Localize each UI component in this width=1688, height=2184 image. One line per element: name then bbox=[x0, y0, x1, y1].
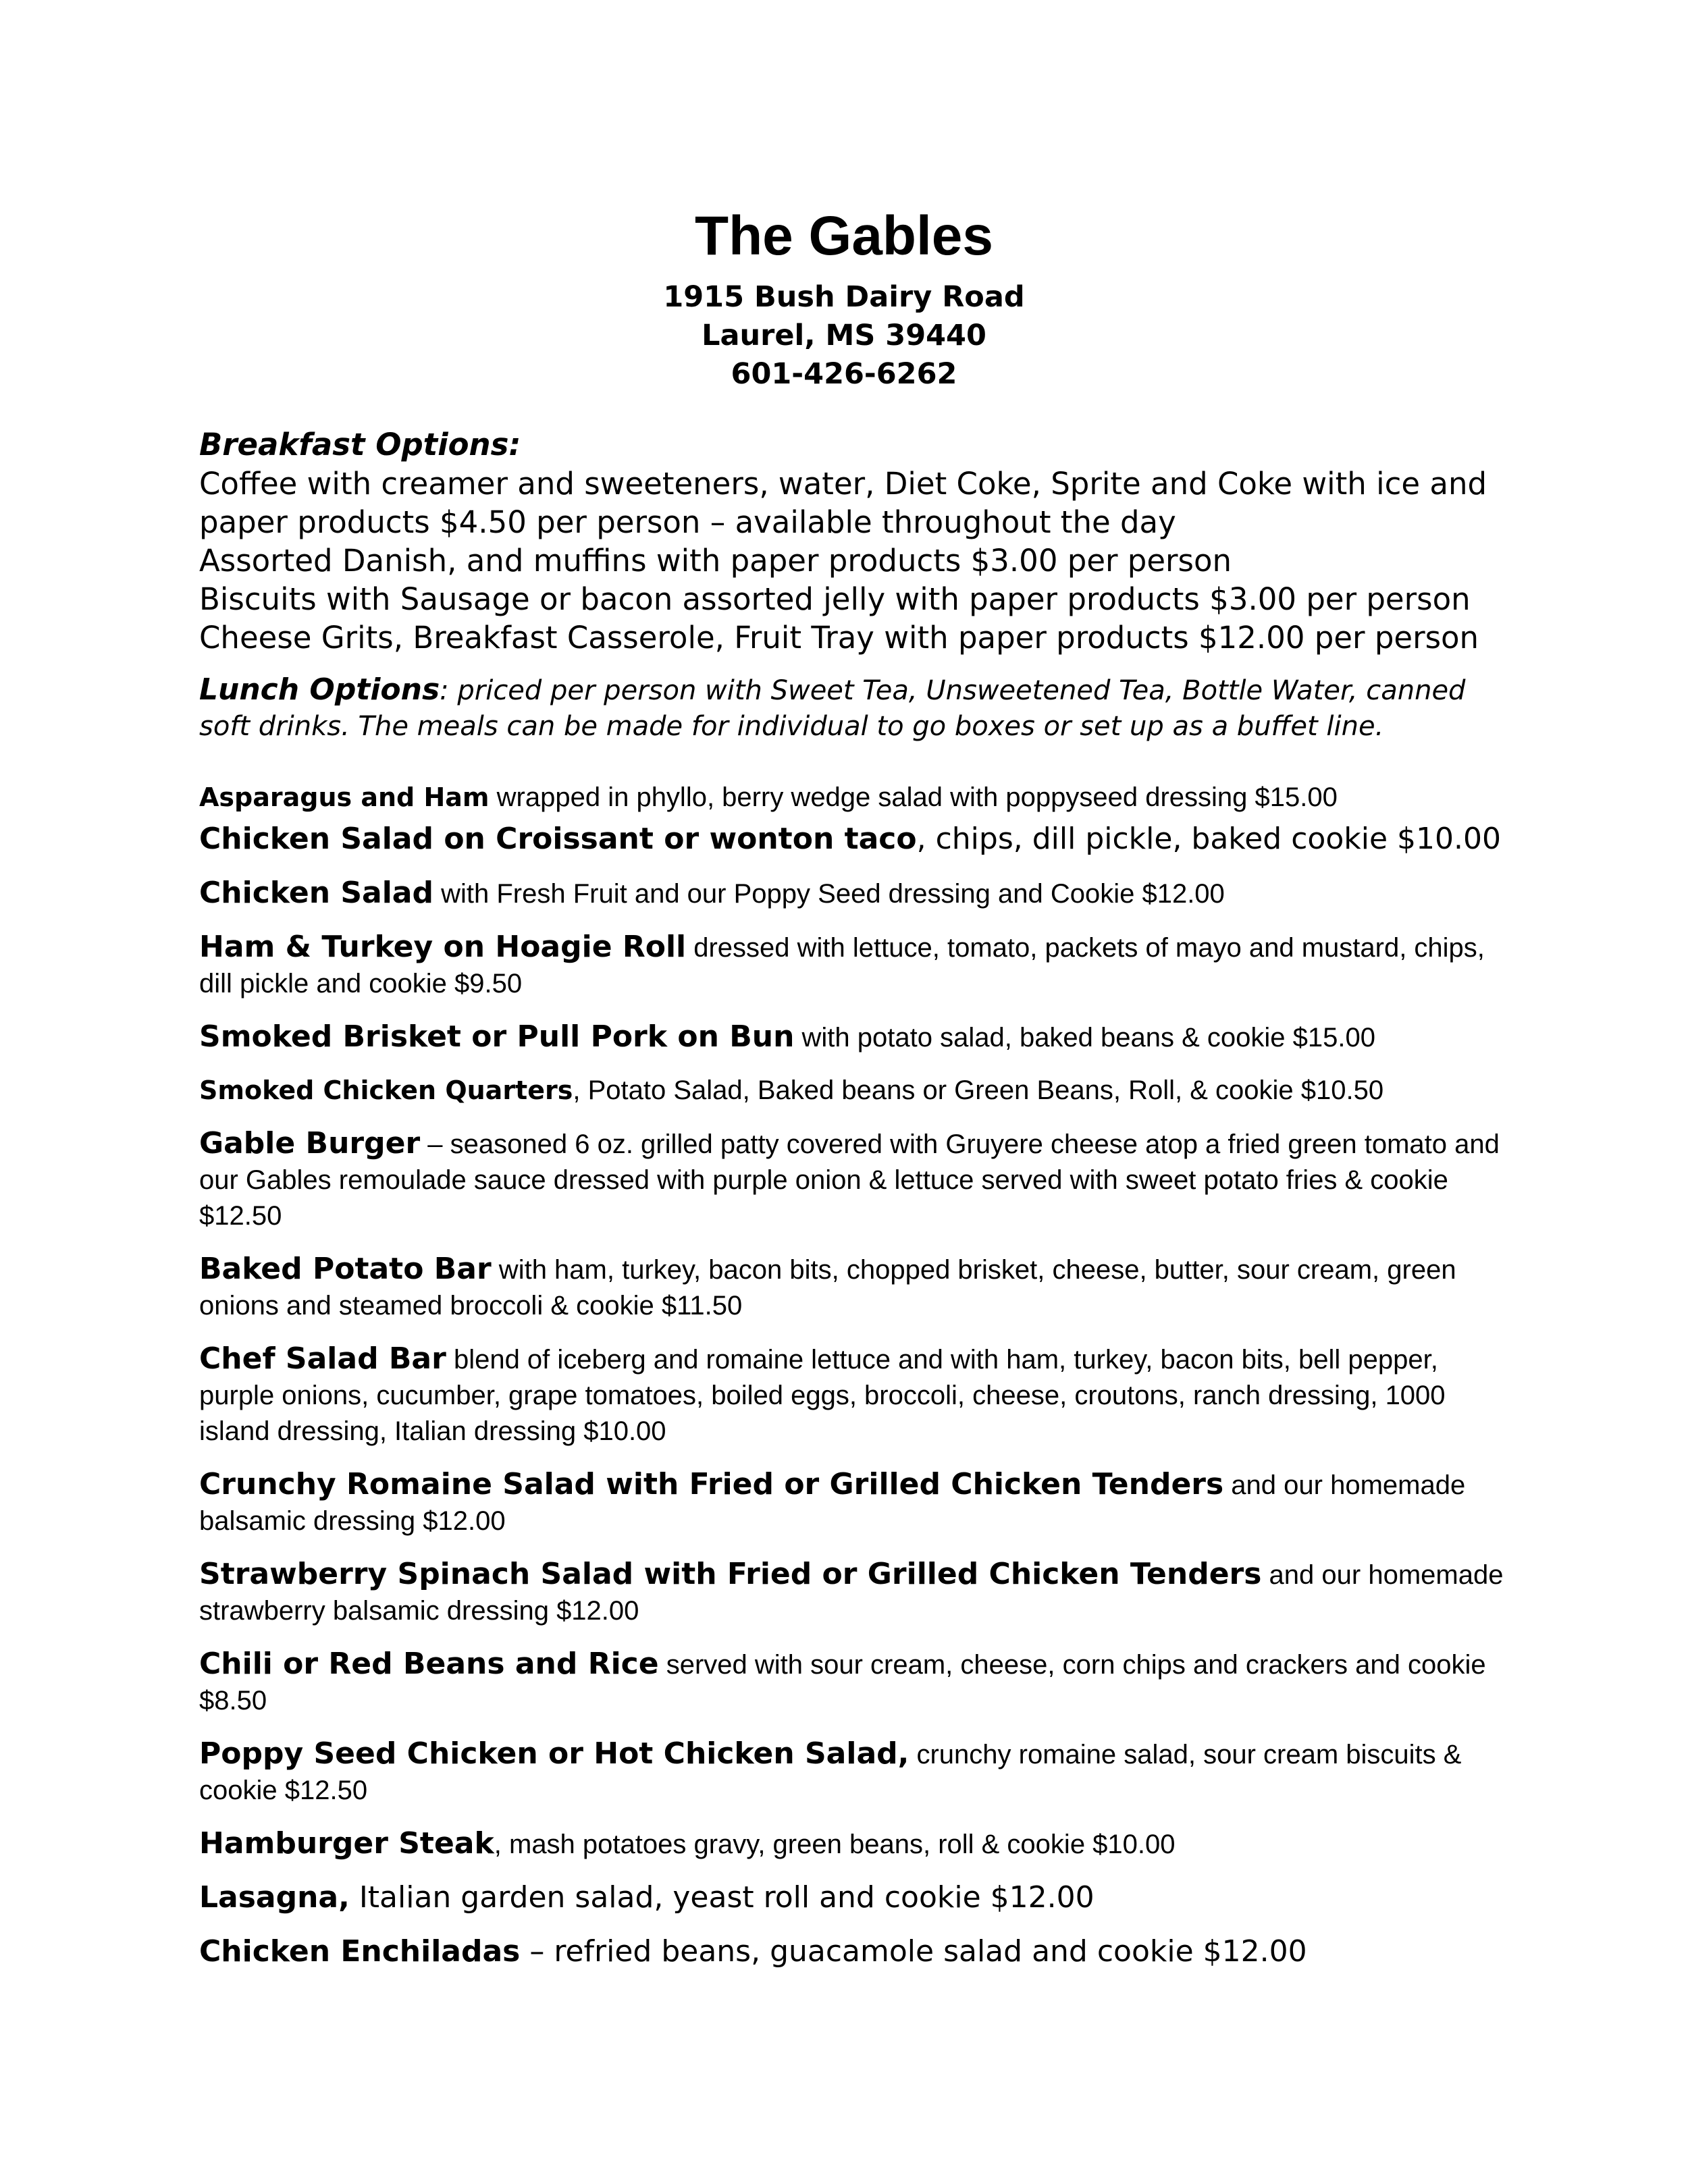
menu-item-name: Poppy Seed Chicken or Hot Chicken Salad, bbox=[199, 1736, 909, 1771]
menu-item-description: with ham, turkey, bacon bits, chopped brisket, cheese, butter, sour cream, green onions and steamed broccoli & cookie $11.50 bbox=[199, 1255, 1456, 1321]
menu-item bbox=[199, 1125, 1516, 1234]
menu-item bbox=[199, 1646, 1516, 1719]
menu-item-description: , mash potatoes gravy, green beans, roll & cookie $10.00 bbox=[494, 1830, 1176, 1859]
menu-item-name: Gable Burger bbox=[199, 1126, 421, 1161]
menu-item bbox=[199, 1826, 1516, 1863]
menu-item bbox=[199, 1073, 1516, 1109]
phone-number: 601-426-6262 bbox=[731, 357, 957, 391]
city-state-zip: Laurel, MS 39440 bbox=[702, 319, 986, 352]
breakfast-item: Coffee with creamer and sweeteners, water, Diet Coke, Sprite and Coke with ice and paper products $4.50 per person – available throughout the day bbox=[199, 466, 1487, 540]
menu-item-name: Smoked Chicken Quarters bbox=[199, 1075, 573, 1105]
menu-item-description: and our homemade balsamic dressing $12.00 bbox=[199, 1470, 1466, 1536]
menu-item bbox=[199, 1466, 1516, 1539]
breakfast-item: Assorted Danish, and muffins with paper products $3.00 per person bbox=[199, 543, 1232, 579]
menu-item bbox=[199, 1251, 1516, 1324]
menu-item-description: wrapped in phyllo, berry wedge salad with poppyseed dressing $15.00 bbox=[489, 782, 1338, 812]
menu-item-name: Strawberry Spinach Salad with Fried or Grilled Chicken Tenders bbox=[199, 1557, 1262, 1591]
menu-item-description: , chips, dill pickle, baked cookie $10.00 bbox=[916, 822, 1501, 856]
menu-item bbox=[199, 821, 1516, 858]
menu-item-name: Asparagus and Ham bbox=[199, 782, 490, 812]
menu-item-description: with Fresh Fruit and our Poppy Seed dressing and Cookie $12.00 bbox=[433, 879, 1225, 909]
menu-item-name: Chicken Enchiladas bbox=[199, 1934, 521, 1969]
menu-item-description: dressed with lettuce, tomato, packets of mayo and mustard, chips, dill pickle and cookie $9.50 bbox=[199, 933, 1485, 998]
menu-item-description: served with sour cream, cheese, corn chips and crackers and cookie $8.50 bbox=[199, 1650, 1486, 1715]
breakfast-item: Biscuits with Sausage or bacon assorted jelly with paper products $3.00 per person bbox=[199, 581, 1471, 617]
menu-item-name: Chicken Salad bbox=[199, 876, 433, 910]
menu-item-name: Hamburger Steak bbox=[199, 1826, 494, 1861]
menu-item bbox=[199, 1019, 1516, 1056]
lunch-intro bbox=[199, 672, 1516, 745]
menu-item-description: and our homemade strawberry balsamic dressing $12.00 bbox=[199, 1560, 1504, 1626]
menu-item-description: blend of iceberg and romaine lettuce and with ham, turkey, bacon bits, bell pepper, purple onions, cucumber, grape tomatoes, boiled eggs, broccoli, cheese, croutons, ranch dressing, 1000 island dressing, Italian dressing $10.00 bbox=[199, 1345, 1446, 1446]
lunch-description: : priced per person with Sweet Tea, Unsweetened Tea, Bottle Water, canned soft drinks. The meals can be made for individual to go boxes or set up as a buffet line. bbox=[199, 675, 1466, 742]
restaurant-title: The Gables bbox=[694, 205, 994, 267]
menu-item-name: Lasagna, bbox=[199, 1880, 350, 1915]
menu-item-name: Smoked Brisket or Pull Pork on Bun bbox=[199, 1019, 795, 1054]
menu-item bbox=[199, 1736, 1516, 1809]
menu-item-name: Chef Salad Bar bbox=[199, 1341, 446, 1376]
menu-item-description: , Potato Salad, Baked beans or Green Beans, Roll, & cookie $10.50 bbox=[573, 1075, 1384, 1105]
street-address: 1915 Bush Dairy Road bbox=[663, 280, 1025, 314]
menu-item bbox=[199, 929, 1516, 1002]
breakfast-heading: Breakfast Options: bbox=[199, 427, 521, 462]
menu-item bbox=[199, 1934, 1516, 1971]
menu-content bbox=[199, 425, 1516, 1988]
menu-item-name: Crunchy Romaine Salad with Fried or Grilled Chicken Tenders bbox=[199, 1467, 1224, 1501]
menu-item-name: Chicken Salad on Croissant or wonton taco bbox=[199, 822, 917, 856]
menu-item-description: Italian garden salad, yeast roll and cookie $12.00 bbox=[349, 1880, 1094, 1915]
menu-item bbox=[199, 780, 1516, 816]
menu-item-name: Ham & Turkey on Hoagie Roll bbox=[199, 930, 687, 964]
menu-item-description: with potato salad, baked beans & cookie $15.00 bbox=[794, 1023, 1376, 1053]
menu-item bbox=[199, 1341, 1516, 1449]
lunch-items bbox=[199, 780, 1516, 1971]
menu-item-description: – refried beans, guacamole salad and cookie $12.00 bbox=[520, 1934, 1307, 1969]
menu-item bbox=[199, 1556, 1516, 1629]
menu-item-description: – seasoned 6 oz. grilled patty covered with Gruyere cheese atop a fried green tomato and our Gables remoulade sauce dressed with purple onion & lettuce served with sweet potato fries & cookie $12.50 bbox=[199, 1129, 1500, 1231]
menu-header bbox=[0, 203, 1688, 394]
menu-item-name: Chili or Red Beans and Rice bbox=[199, 1647, 659, 1681]
menu-item-name: Baked Potato Bar bbox=[199, 1252, 492, 1286]
menu-item bbox=[199, 1880, 1516, 1917]
lunch-heading: Lunch Options bbox=[199, 672, 440, 707]
menu-item-description: crunchy romaine salad, sour cream biscuits & cookie $12.50 bbox=[199, 1740, 1462, 1805]
breakfast-item: Cheese Grits, Breakfast Casserole, Fruit Tray with paper products $12.00 per person bbox=[199, 620, 1479, 656]
breakfast-section bbox=[199, 425, 1516, 657]
menu-item bbox=[199, 875, 1516, 912]
